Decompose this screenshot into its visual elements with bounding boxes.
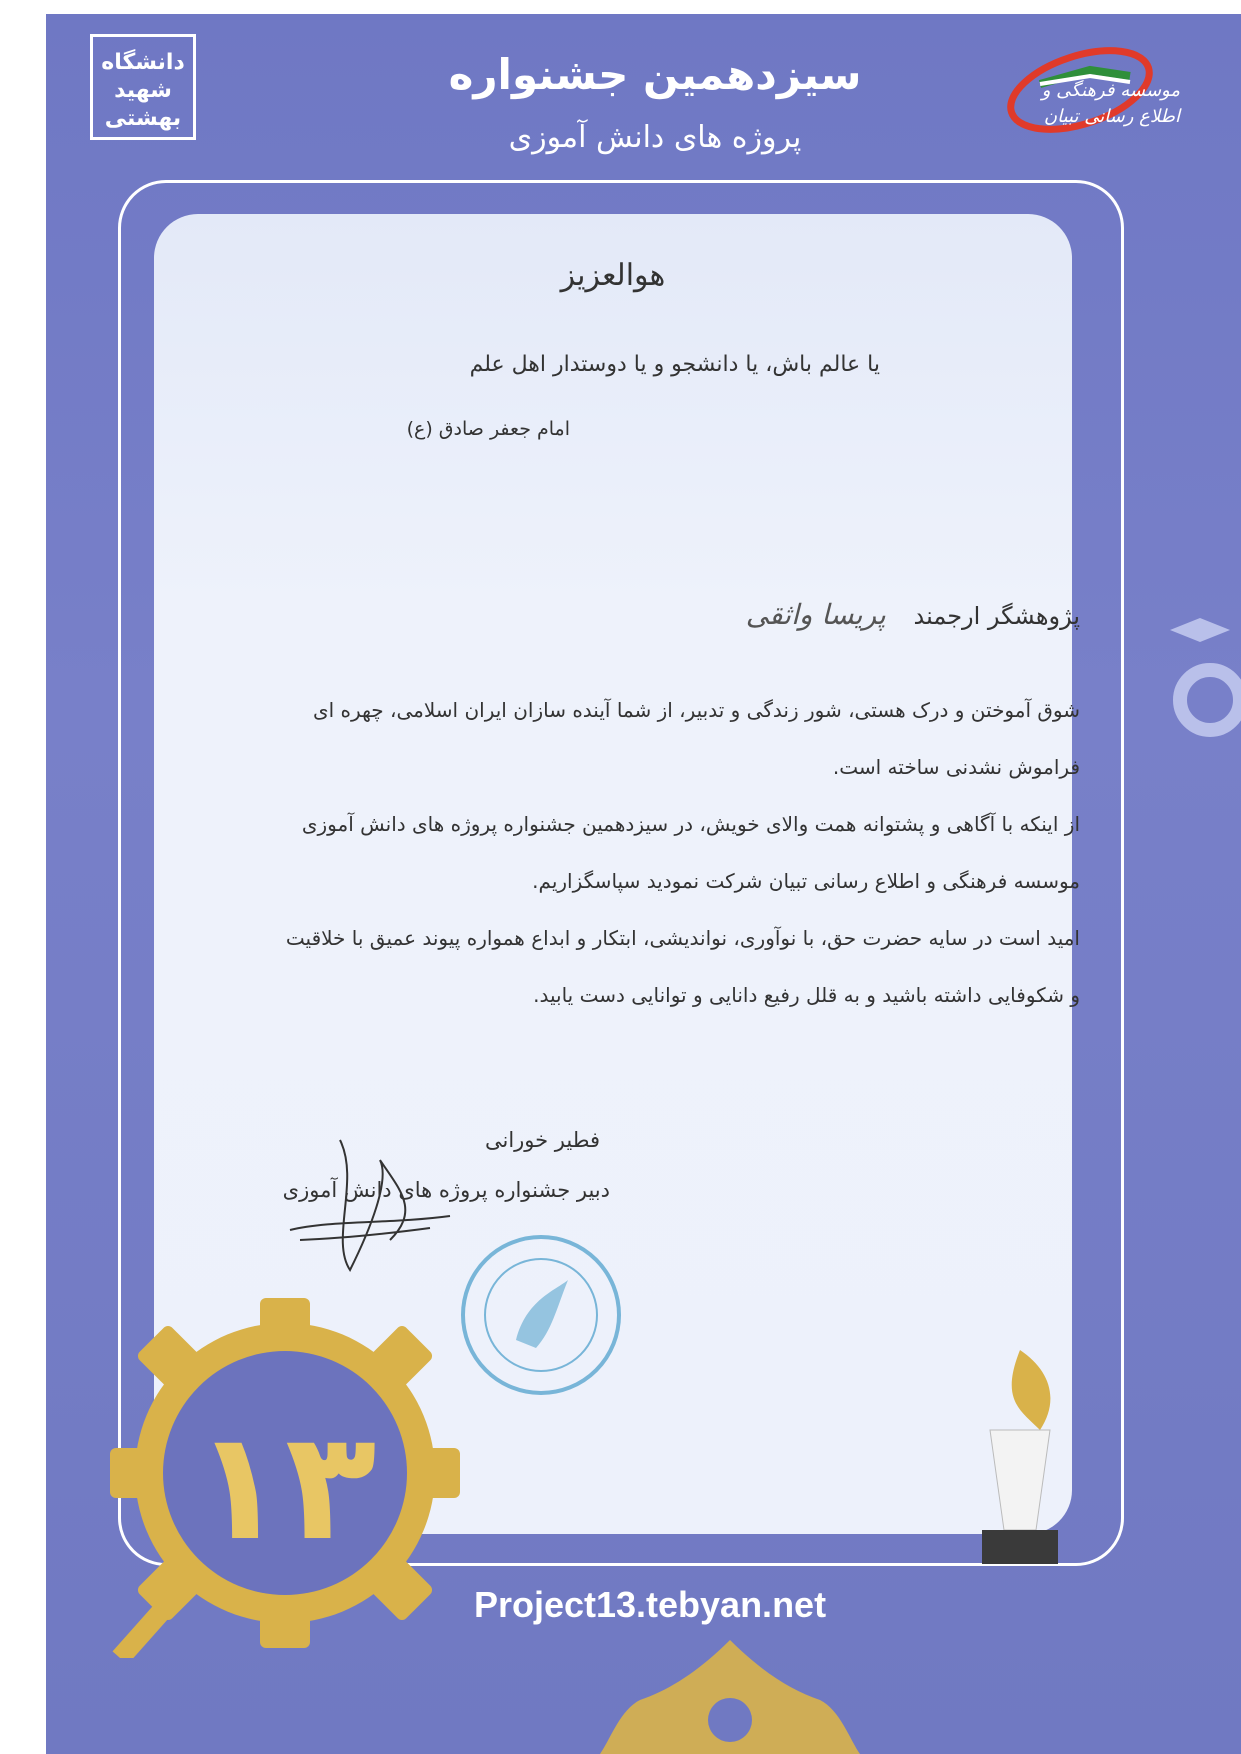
- body-line: موسسه فرهنگی و اطلاع رسانی تبیان شرکت نمودید سپاسگزاریم.: [532, 869, 1080, 893]
- letter-body: [240, 690, 1080, 1032]
- greeting: [560, 598, 1080, 631]
- letter-heading: هوالعزیز: [560, 258, 666, 293]
- signer-title: دبیر جشنواره پروژه های دانش آموزی: [282, 1178, 610, 1202]
- trophy-icon: [960, 1340, 1080, 1570]
- official-stamp-icon: [456, 1230, 626, 1400]
- greeting-label: پژوهشگر ارجمند: [913, 602, 1080, 630]
- body-line: شوق آموختن و درک هستی، شور زندگی و تدبیر، از شما آینده سازان ایران اسلامی، چهره ای: [312, 698, 1080, 722]
- recipient-name: پریسا واثقی: [745, 598, 886, 631]
- tebyan-logo-text: موسسه فرهنگی و اطلاع رسانی تبیان: [1041, 80, 1180, 127]
- body-line: امید است در سایه حضرت حق، با نوآوری، نواندیشی، ابتکار و ابداع همواره پیوند عمیق با خلاقیت: [285, 926, 1080, 950]
- university-logo: [90, 34, 196, 140]
- hadith-quote: یا عالم باش، یا دانشجو و یا دوستدار اهل علم: [469, 352, 880, 377]
- body-line: از اینکه با آگاهی و پشتوانه همت والای خویش، در سیزدهمین جشنواره پروژه های دانش آموزی: [301, 812, 1080, 836]
- body-line: و شکوفایی داشته باشید و به قلل رفیع دانایی و توانایی دست یابید.: [533, 983, 1080, 1007]
- quote-attribution: امام جعفر صادق (ع): [406, 418, 570, 440]
- footer-url: Project13.tebyan.net: [473, 1584, 827, 1625]
- body-line: فراموش نشدنی ساخته است.: [832, 755, 1080, 779]
- signer-name: فطیر خورانی: [484, 1128, 600, 1152]
- gold-ornament-icon: [580, 1640, 880, 1754]
- side-decoration-icon: [1160, 600, 1241, 760]
- gear-badge-icon: [100, 1288, 470, 1658]
- university-logo-text: دانشگاه شهید بهشتی: [101, 50, 185, 131]
- festival-title: سیزدهمین جشنواره: [448, 50, 862, 99]
- badge-number: ۱۳: [193, 1400, 377, 1574]
- festival-subtitle: پروژه های دانش آموزی: [508, 120, 802, 155]
- handwritten-signature-icon: [270, 1120, 470, 1290]
